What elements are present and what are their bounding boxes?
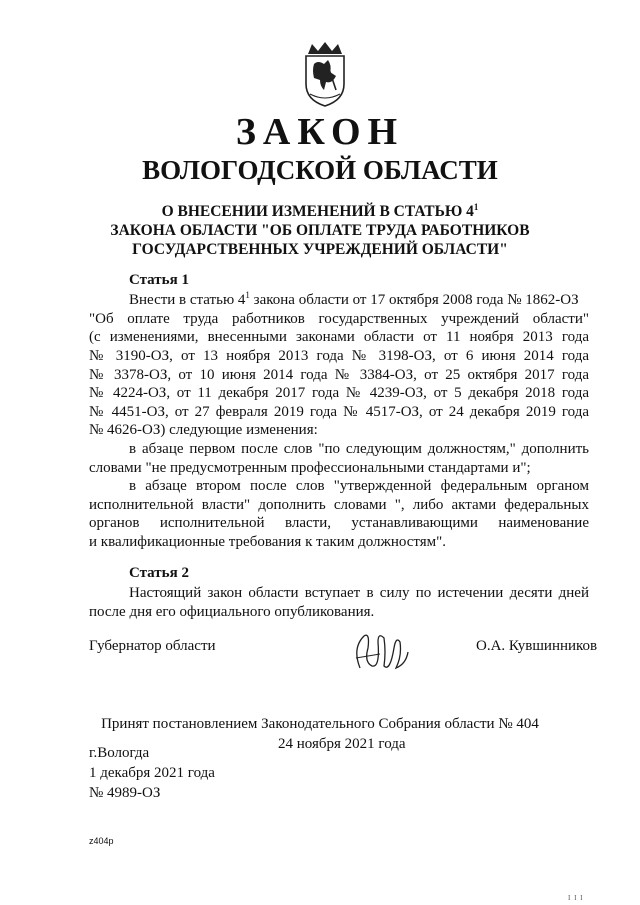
article-1-line: № 4451-ОЗ, от 27 февраля 2019 года № 4517-ОЗ, от 24 декабря 2019 года [89,404,589,420]
article-1-line: органов исполнительной власти, устанавливающими наименование [89,515,589,531]
signing-date: 1 декабря 2021 года [89,765,215,781]
governor-name: О.А. Кувшинников [476,638,598,654]
coat-of-arms-emblem [302,40,348,108]
governor-title: Губернатор области [89,638,216,654]
article-1-line: в абзаце втором после слов "утвержденной федеральным органом [129,478,589,494]
article-2-line: Настоящий закон области вступает в силу по истечении десяти дней [129,585,589,601]
article-2-heading: Статья 2 [129,565,189,581]
article-1-line: № 4626-ОЗ) следующие изменения: [89,422,318,438]
subtitle-line-3: ГОСУДАРСТВЕННЫХ УЧРЕЖДЕНИЙ ОБЛАСТИ" [132,241,508,258]
article-1-line: (с изменениями, внесенными законами области от 11 ноября 2013 года [89,329,589,345]
document-code: z404p [89,836,114,846]
law-number: № 4989-ОЗ [89,785,161,801]
article-1-heading: Статья 1 [129,272,189,288]
document-region: ВОЛОГОДСКОЙ ОБЛАСТИ [142,155,498,185]
handwritten-signature [350,628,410,676]
article-1-line: словами "не предусмотренным профессиональными стандартами и"; [89,460,531,476]
page-mark: I I I [568,894,584,902]
article-1-line: Внести в статью $4^1$ закона области от 17 октября 2008 года № 1862-ОЗ [129,290,579,308]
article-1-line: № 3378-ОЗ, от 10 июня 2014 года № 3384-ОЗ, от 25 октября 2017 года [89,367,589,383]
article-2-line: после дня его официального опубликования. [89,604,375,620]
adoption-statement: Принят постановлением Законодательного Собрания области № 404 [101,716,539,732]
subtitle-line-2: ЗАКОНА ОБЛАСТИ "ОБ ОПЛАТЕ ТРУДА РАБОТНИКОВ [110,222,530,239]
document-title: ЗАКОН [235,111,405,153]
subtitle-line-1: О ВНЕСЕНИИ ИЗМЕНЕНИЙ В СТАТЬЮ $4^1$ [161,201,479,220]
article-1-line: № 3190-ОЗ, от 13 ноября 2013 года № 3198-ОЗ, от 6 июня 2014 года [89,348,589,364]
article-1-line: и квалификационные требования к таким должностям". [89,534,447,550]
adoption-date: 24 ноября 2021 года [278,736,406,752]
article-1-line: исполнительной власти" дополнить словами ", либо актами федеральных [89,497,589,513]
article-1-line: "Об оплате труда работников государственных учреждений области" [89,311,589,327]
article-1-line: в абзаце первом после слов "по следующим должностям," дополнить [129,441,589,457]
article-1-line: № 4224-ОЗ, от 11 декабря 2017 года № 4239-ОЗ, от 5 декабря 2018 года [89,385,589,401]
city: г.Вологда [89,745,150,761]
